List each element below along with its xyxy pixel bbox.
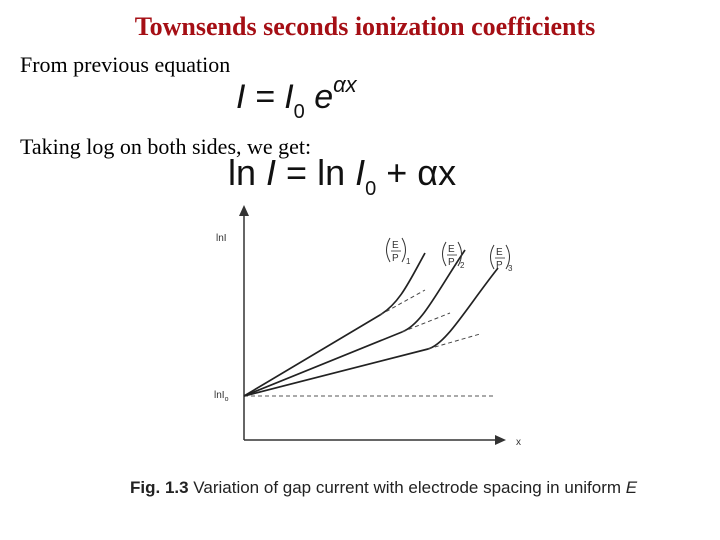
origin-label: lnI$_o$ <box>214 390 229 403</box>
ln-current-vs-spacing-figure <box>200 195 540 460</box>
svg-text:P: P <box>392 253 399 264</box>
label-ep3 <box>491 245 514 273</box>
curve-ep2 <box>244 250 465 396</box>
eq1-subscript: 0 <box>293 101 305 123</box>
svg-text:3: 3 <box>508 264 513 273</box>
svg-text:2: 2 <box>460 261 465 270</box>
curve-ep1 <box>244 253 425 396</box>
svg-text:P: P <box>496 260 503 271</box>
svg-text:E: E <box>392 240 399 251</box>
equation-exponential <box>236 72 357 124</box>
svg-text:E: E <box>448 244 455 255</box>
eq2-a: ln <box>228 152 267 193</box>
x-axis-arrow <box>495 435 506 445</box>
label-ep1 <box>387 238 412 266</box>
caption-variable: E <box>625 478 638 497</box>
log-text: Taking log on both sides, we get: <box>20 134 312 159</box>
caption-text: Variation of gap current with electrode spacing in uniform <box>188 478 626 497</box>
eq1-exponent: αx <box>333 72 357 97</box>
svg-text:E: E <box>496 247 503 258</box>
eq2-c: = ln <box>276 152 356 193</box>
tangent-ep3 <box>428 334 480 349</box>
eq1-base: e <box>304 78 334 116</box>
svg-text:1: 1 <box>406 257 411 266</box>
intro-text: From previous equation <box>20 52 231 77</box>
svg-text:P: P <box>448 257 455 268</box>
slide-title: Townsends seconds ionization coefficients <box>134 12 596 41</box>
x-axis-label: x <box>516 437 521 448</box>
y-axis-arrow <box>239 205 249 216</box>
caption-figure-number: Fig. 1.3 <box>130 478 189 497</box>
eq2-subscript: 0 <box>365 178 377 200</box>
y-axis-label: lnI <box>216 233 227 244</box>
equation-log <box>228 152 456 201</box>
label-ep2 <box>443 242 466 270</box>
eq2-b: I <box>266 152 277 193</box>
tangent-ep2 <box>402 313 450 332</box>
curve-ep3 <box>244 268 498 396</box>
eq1-lhs: I = I <box>236 78 294 116</box>
eq2-d: I <box>355 152 366 193</box>
eq2-e: + αx <box>376 152 457 193</box>
figure-caption <box>130 478 637 498</box>
